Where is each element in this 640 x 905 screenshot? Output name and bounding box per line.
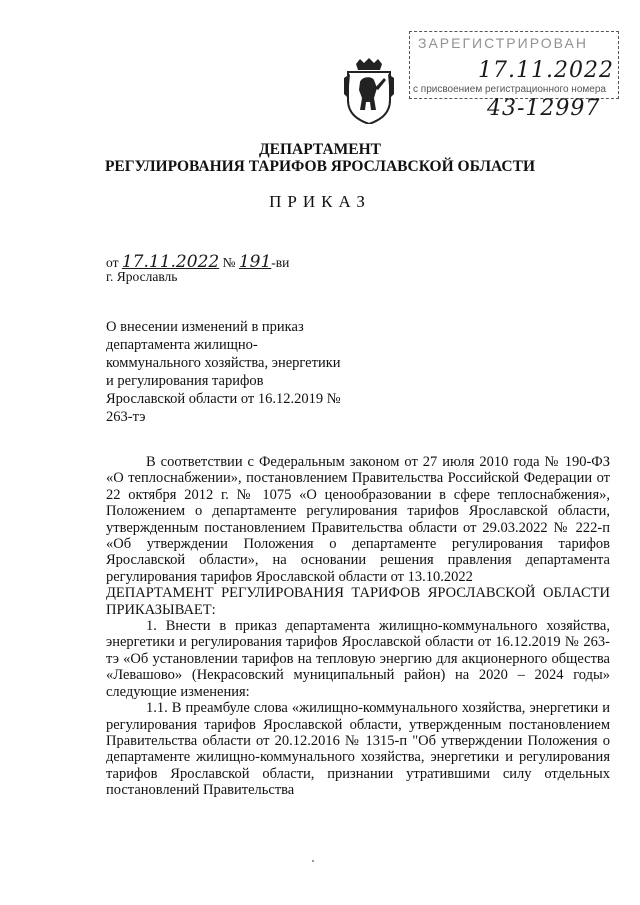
- order-subject: О внесении изменений в приказ департамента жилищно-коммунального хозяйства, энергетики и регулирования тарифов Ярославской области от 16.12.2019 № 263-тэ: [106, 319, 341, 425]
- document-body: [106, 454, 610, 799]
- paragraph-item-1: 1. Внести в приказ департамента жилищно-коммунального хозяйства, энергетики и регулирования тарифов Ярославской области от 16.12.2019 № 263-тэ «Об установлении тарифов на тепловую энергию для акционерного общества «Левашово» (Некрасовский муниципальный район) на 2020 – 2024 годы» следующие изменения:: [106, 618, 610, 700]
- paragraph-item-1-1: 1.1. В преамбуле слова «жилищно-коммунального хозяйства, энергетики и регулирования тарифов Ярославской области, утвержденным постановлением Правительства области от 20.12.2016 № 1315-п "Об утверждении Положения о департаменте жилищно-коммунального хозяйства, энергетики и регулирования тарифов Ярославской области, признании утратившими силу отдельных постановлений Правительства: [106, 700, 610, 799]
- stamp-registration-number: 43-12997: [487, 96, 601, 121]
- stamp-title: ЗАРЕГИСТРИРОВАН: [418, 35, 588, 51]
- order-date: 17.11.2022: [121, 252, 220, 272]
- department-name-line2: РЕГУЛИРОВАНИЯ ТАРИФОВ ЯРОСЛАВСКОЙ ОБЛАСТИ: [104, 158, 536, 175]
- stamp-date: 17.11.2022: [478, 58, 614, 83]
- order-number: 191: [238, 252, 272, 272]
- stamp-note: с присвоением регистрационного номера: [413, 84, 606, 95]
- from-label: от: [106, 255, 119, 270]
- city: г. Ярославль: [106, 269, 178, 284]
- paragraph-preamble: В соответствии с Федеральным законом от 27 июля 2010 года № 190-ФЗ «О теплоснабжении», постановлением Правительства Российской Федерации от 22 октября 2012 г. № 1075 «О ценообразовании в сфере теплоснабжения», Положением о департаменте регулирования тарифов Ярославской области, утвержденным постановлением Правительства области от 29.03.2022 № 222-п «Об утверждении Положения о департаменте регулирования тарифов Ярославской области», на основании решения правления департамента регулирования тарифов Ярославской области от 13.10.2022: [106, 454, 610, 585]
- document-title: ПРИКАЗ: [269, 192, 371, 211]
- number-label: №: [222, 255, 236, 270]
- registration-stamp: [409, 31, 619, 99]
- coat-of-arms-icon: [342, 58, 396, 124]
- scan-speck: [312, 860, 314, 862]
- department-name-line1: ДЕПАРТАМЕНТ: [258, 141, 382, 158]
- order-number-suffix: -ви: [271, 255, 290, 270]
- paragraph-orders: ДЕПАРТАМЕНТ РЕГУЛИРОВАНИЯ ТАРИФОВ ЯРОСЛАВСКОЙ ОБЛАСТИ ПРИКАЗЫВАЕТ:: [106, 585, 610, 618]
